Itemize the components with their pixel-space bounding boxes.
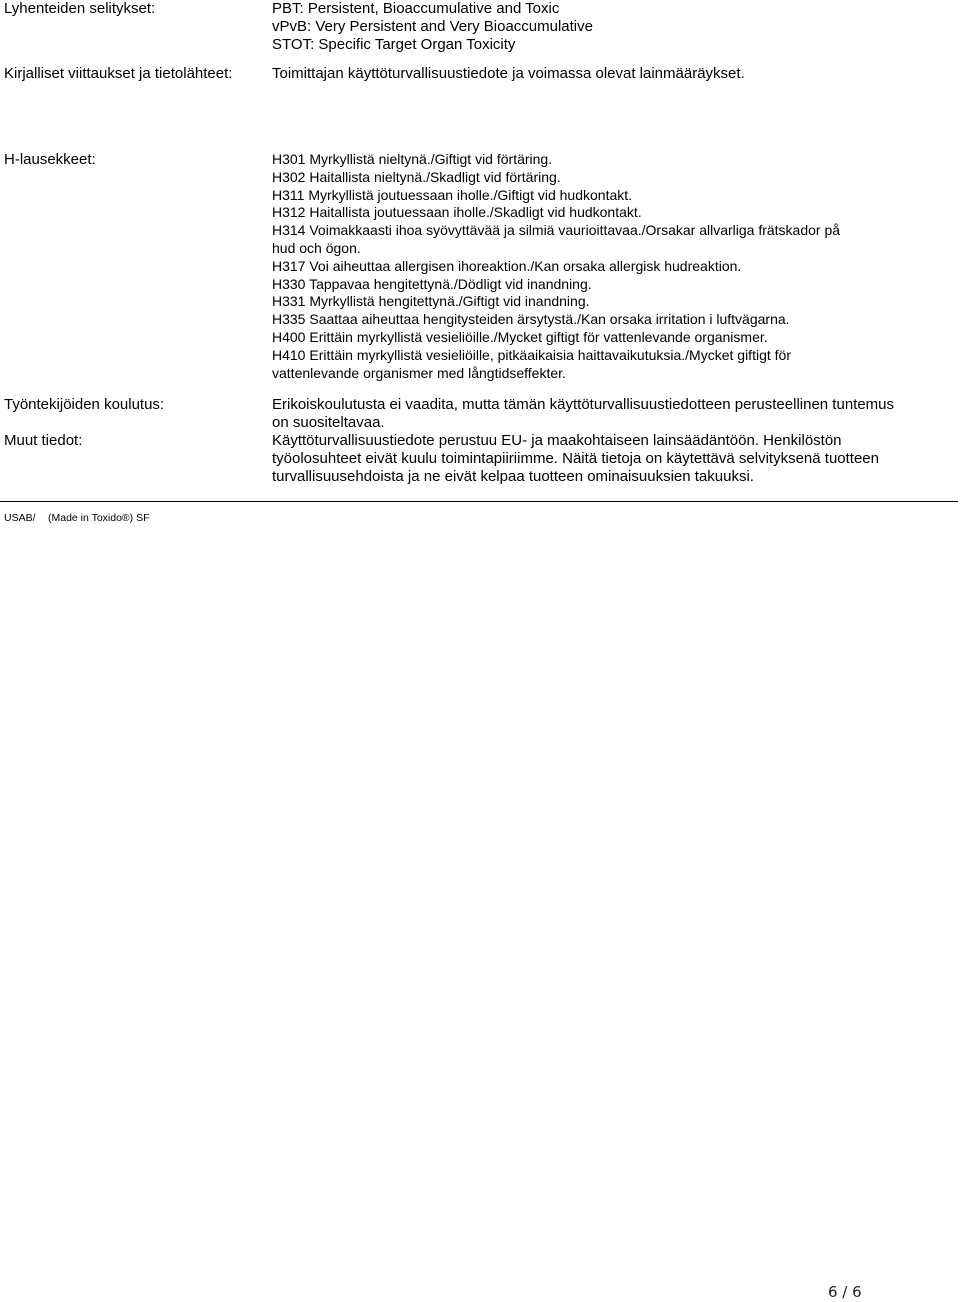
abbreviation-item: STOT: Specific Target Organ Toxicity [272,36,516,53]
h-statement-line: H311 Myrkyllistä joutuessaan iholle./Giftigt vid hudkontakt. [272,186,633,203]
page-number: 6 / 6 [828,1283,862,1301]
references-value: Toimittajan käyttöturvallisuustiedote ja voimassa olevat lainmääräykset. [272,65,745,82]
training-label: Työntekijöiden koulutus: [4,396,165,413]
h-statement-line: vattenlevande organismer med långtidseffekter. [272,364,566,381]
h-statement-line: H317 Voi aiheuttaa allergisen ihoreaktion./Kan orsaka allergisk hudreaktion. [272,257,742,274]
h-statement-line: H312 Haitallista joutuessaan iholle./Skadligt vid hudkontakt. [272,204,642,221]
footer-made-in: (Made in Toxido®) SF [48,512,150,524]
h-statement-line: H410 Erittäin myrkyllistä vesieliöille, pitkäaikaisia haittavaikutuksia./Mycket giftigt för [272,346,791,363]
footer-divider [0,501,958,502]
abbreviations-list [272,0,942,54]
h-statement-line: H400 Erittäin myrkyllistä vesieliöille./Mycket giftigt för vattenlevande organismer. [272,328,768,345]
h-statement-line: H301 Myrkyllistä nieltynä./Giftigt vid förtäring. [272,151,553,167]
other-info-line: turvallisuusehdoista ja ne eivät kelpaa tuotteen ominaisuuksien takuuksi. [272,468,754,485]
h-statement-line: hud och ögon. [272,239,361,256]
other-info-line: työolosuhteet eivät kuulu toimintapiiriimme. Näitä tietoja on käytettävä selvityksenä tuotteen [272,450,879,467]
other-info-text [272,432,942,486]
references-label: Kirjalliset viittaukset ja tietolähteet: [4,65,233,82]
h-statement-line: H331 Myrkyllistä hengitettynä./Giftigt vid inandning. [272,293,590,310]
training-text [272,396,942,432]
h-statement-line: H302 Haitallista nieltynä./Skadligt vid förtäring. [272,168,561,185]
other-info-label: Muut tiedot: [4,432,83,449]
h-statement-line: H330 Tappavaa hengitettynä./Dödligt vid inandning. [272,275,592,292]
h-statement-line: H314 Voimakkaasti ihoa syövyttävää ja silmiä vaurioittavaa./Orsakar allvarliga frätskador på [272,222,841,239]
abbreviation-item: vPvB: Very Persistent and Very Bioaccumulative [272,18,593,35]
h-statement-line: H335 Saattaa aiheuttaa hengitysteiden ärsytystä./Kan orsaka irritation i luftvägarna. [272,311,790,328]
training-line: Erikoiskoulutusta ei vaadita, mutta tämän käyttöturvallisuustiedotteen perusteellinen tuntemus [272,396,895,413]
h-statements-label: H-lausekkeet: [4,151,96,168]
training-line: on suositeltavaa. [272,414,385,431]
abbreviations-label: Lyhenteiden selitykset: [4,0,156,17]
h-statements-list [272,151,942,382]
footer-code: USAB/ [4,512,36,524]
other-info-line: Käyttöturvallisuustiedote perustuu EU- ja maakohtaiseen lainsäädäntöön. Henkilöstön [272,432,842,449]
abbreviation-item: PBT: Persistent, Bioaccumulative and Toxic [272,0,560,17]
